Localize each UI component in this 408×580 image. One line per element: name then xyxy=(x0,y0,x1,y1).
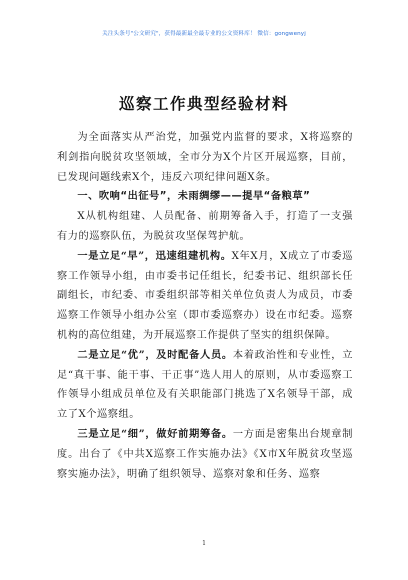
paragraph-text: 为全面落实从严治党，加强党内监督的要求，X将巡察的利剑指向脱贫攻坚领域，全市分为X个片区开展巡察，目前，已发现问题线索X个，违反六项纪律问题X条。 xyxy=(57,132,353,183)
document-body xyxy=(57,128,353,484)
paragraph-lead: 一是立足“早”，迅速组建机构。 xyxy=(77,249,232,262)
paragraph-lead: 三是立足“细”，做好前期筹备。 xyxy=(77,427,233,440)
paragraph-text: 本着政治性和专业性，立足“真干事、能干事、干正事”选人用人的原则，从市委巡察工作领导小组成员单位及有关职能部门挑选了X名领导干部，成立了X个巡察组。 xyxy=(57,349,353,421)
paragraph-text: X年X月，X成立了市委巡察工作领导小组，由市委书记任组长，纪委书记、组织部长任副组长，市纪委、市委组织部等相关单位负责人为成员，市委巡察工作领导小组办公室（即市委巡察办）设在市纪委。巡察机构的高位组建，为开展巡察工作提供了坚实的组织保障。 xyxy=(57,250,354,341)
point-one-paragraph xyxy=(57,247,353,346)
section-heading: 一、吹响“出征号”，未雨绸缪——提早“备粮草” xyxy=(77,191,311,203)
page-number: 1 xyxy=(202,540,206,547)
paragraph-lead: 二是立足“优”，及时配备人员。 xyxy=(77,348,233,361)
section-intro-paragraph xyxy=(57,207,353,247)
paragraph-text: 一方面是密集出台规章制度。出台了《中共X巡察工作实施办法》《X市X年脱贫攻坚巡察实施办法》，明确了组织领导、巡察对象和任务、巡察 xyxy=(57,428,353,480)
point-two-paragraph xyxy=(57,346,353,425)
point-three-paragraph xyxy=(57,425,353,484)
intro-paragraph xyxy=(57,128,353,187)
document-title: 巡察工作典型经验材料 xyxy=(118,95,289,113)
header-banner: 关注头条号"公文研究"，获得最新最全最专业的公文资料库！ 微信：gongwenyj xyxy=(102,31,306,37)
paragraph-text: X从机构组建、人员配备、前期筹备入手，打造了一支强有力的巡察队伍，为脱贫攻坚保驾护航。 xyxy=(57,211,353,242)
